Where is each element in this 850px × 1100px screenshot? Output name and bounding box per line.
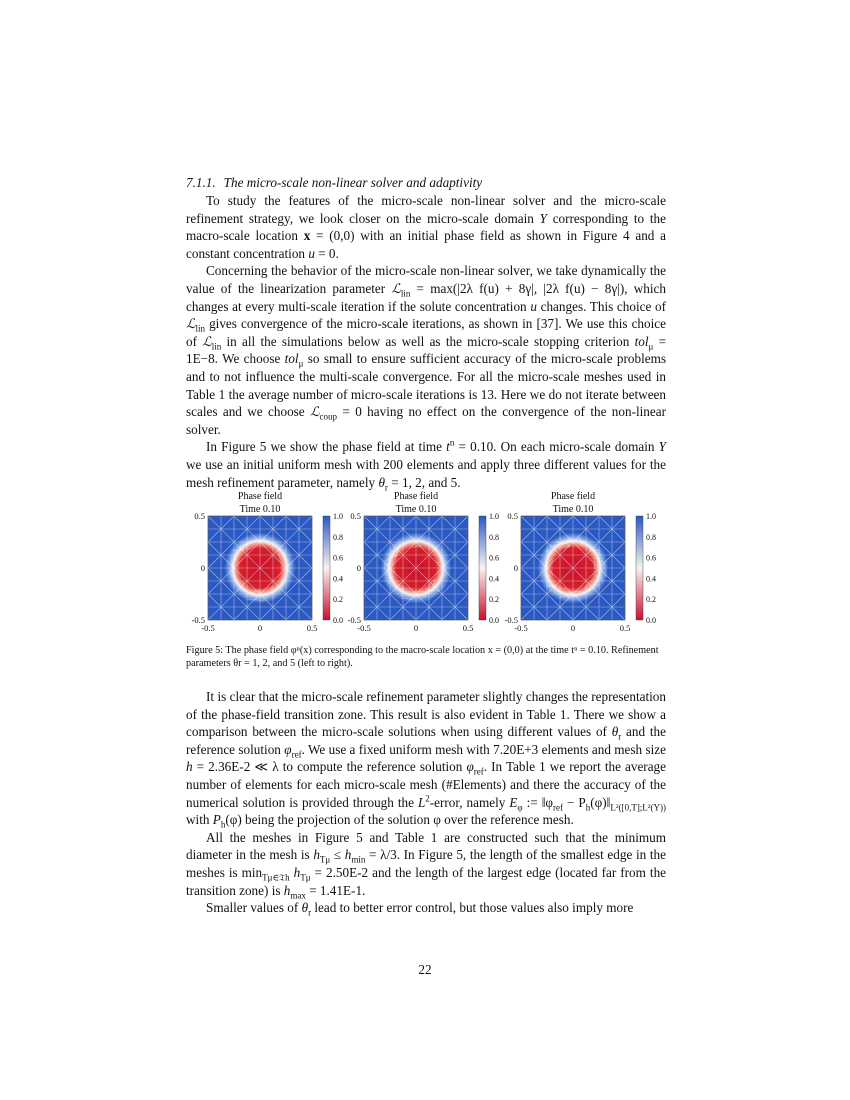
colorbar-tick-label: 0.4 [489,574,499,584]
colorbar-tick-label: 0.8 [489,532,499,542]
heatmap-panel [505,491,656,633]
x-tick-label: -0.5 [201,623,215,633]
section-heading [186,175,482,191]
section-number: 7.1.1. [186,175,216,190]
paragraph: Concerning the behavior of the micro-scale non-linear solver, we take dynamically the value of the linearization parameter ℒ$_{lin}$ = max(|2λ f(u) + 8γ|, |2λ f(u) − 8γ|), which changes at every multi-scale iteration if the solute concentration u changes. This choice of ℒ$_{lin}$ gives convergence of the micro-scale iterations, as shown in [37]. We use this choice of ℒ$_{lin}$ in all the simulations below as well as the micro-scale stopping criterion tol$_\mu$ = 1E−8. We choose tol$_\mu$ so small to ensure sufficient accuracy of the micro-scale problems and to not influence the multi-scale convergence. For all the micro-scale meshes used in Table 1 the average number of micro-scale iterations is 13. Here we do not iterate between scales and we choose ℒ$_{coup}$ = 0 having no effect on the convergence of the non-linear solver. [186,263,667,437]
colorbar [636,516,643,620]
y-tick-label: -0.5 [504,615,518,625]
colorbar [323,516,330,620]
colorbar-tick-label: 1.0 [646,512,656,521]
colorbar-tick-label: 0.6 [333,553,343,563]
panel-subtitle: Time 0.10 [395,504,437,515]
heatmap-panel [192,491,343,633]
heatmap-panel [348,491,499,633]
mesh-lines [521,516,625,620]
body-text-bottom [186,688,666,917]
colorbar-tick-label: 0.6 [646,553,656,563]
colorbar-tick-label: 0.2 [489,595,499,605]
phase-field-figure [186,487,666,639]
colorbar-tick-label: 0.0 [333,616,343,625]
y-tick-label: 0 [513,563,518,573]
paragraph: It is clear that the micro-scale refinement parameter slightly changes the representation of the phase-field transition zone. This result is also evident in Table 1. There we show a comparison between the micro-scale solutions when using different values of $\theta_r$ and the reference solution $\varphi_{ref}$. We use a fixed uniform mesh with 7.20E+3 elements and mesh size h = 2.36E-2 ≪ λ to compute the reference solution $\varphi_{ref}$. In Table 1 we report the average number of elements for each micro-scale mesh (#Elements) and there the accuracy of the numerical solution is provided through the $L^2$-error, namely $E_\varphi$ := $‖\varphi_{ref}$ − $P_h(\varphi)‖_{L^2([0,T];L^2(Y))}$ with $P_h(\varphi)$ being the projection of the solution φ over the reference mesh. [186,689,666,830]
panel-title: Phase field [393,491,439,502]
x-tick-label: 0.5 [462,623,474,633]
colorbar-tick-label: 1.0 [489,512,499,521]
figure-caption: Figure 5: The phase field φⁿ(x) corresponding to the macro-scale location x = (0,0) at the time tⁿ = 0.10. Refinement parameters θr = 1, 2, and 5 (left to right). [186,645,659,670]
panel-title: Phase field [550,491,596,502]
x-tick-label: 0 [413,623,419,633]
colorbar-tick-label: 0.6 [489,553,499,563]
mesh-lines [208,516,312,620]
x-tick-label: 0 [570,623,576,633]
y-tick-label: 0 [200,563,205,573]
colorbar-tick-label: 0.4 [646,574,656,584]
colorbar-tick-label: 0.8 [333,532,343,542]
y-tick-label: 0 [356,563,361,573]
paragraph: All the meshes in Figure 5 and Table 1 are constructed such that the minimum diameter in the mesh is $h_{T\mu} \le h_{min} = \lambda/3$. In Figure 5, the length of the smallest edge in the meshes is $\min_{T\mu\in 𝔗h} h_{T\mu} = 2.50E-2$ and the length of the largest edge (located far from the transition zone) is $h_{max} = 1.41E-1$. [186,829,667,901]
paragraph: To study the features of the micro-scale non-linear solver and the micro-scale refinement strategy, we look closer on the micro-scale domain Y corresponding to the macro-scale location x = (0,0) with an initial phase field as shown in Figure 4 and a constant concentration u = 0. [186,193,666,261]
paragraph: Smaller values of $\theta_r$ lead to better error control, but those values also imply more [206,900,634,918]
colorbar [479,516,486,620]
page-number: 22 [418,962,432,977]
panel-subtitle: Time 0.10 [239,504,281,515]
colorbar-tick-label: 0.2 [646,595,656,605]
colorbar-tick-label: 0.4 [333,574,343,584]
y-tick-label: -0.5 [347,615,361,625]
x-tick-label: -0.5 [514,623,528,633]
colorbar-tick-label: 1.0 [333,512,343,521]
colorbar-tick-label: 0.8 [646,532,656,542]
colorbar-tick-label: 0.2 [333,595,343,605]
colorbar-tick-label: 0.0 [489,616,499,625]
x-tick-label: -0.5 [357,623,371,633]
x-tick-label: 0.5 [619,623,631,633]
y-tick-label: -0.5 [191,615,205,625]
y-tick-label: 0.5 [507,511,518,521]
x-tick-label: 0 [257,623,263,633]
mesh-lines [364,516,468,620]
y-tick-label: 0.5 [350,511,361,521]
figure-5 [186,487,666,639]
y-tick-label: 0.5 [194,511,205,521]
panel-subtitle: Time 0.10 [552,504,594,515]
section-title: The micro-scale non-linear solver and adaptivity [223,175,483,190]
colorbar-tick-label: 0.0 [646,616,656,625]
panel-title: Phase field [237,491,283,502]
body-text-top [186,192,666,491]
paragraph: In Figure 5 we show the phase field at time $t^n = 0.10$. On each micro-scale domain Y we use an initial uniform mesh with 200 elements and apply three different values for the mesh refinement parameter, namely $\theta_r = 1$, 2, and 5. [186,437,666,493]
x-tick-label: 0.5 [306,623,318,633]
